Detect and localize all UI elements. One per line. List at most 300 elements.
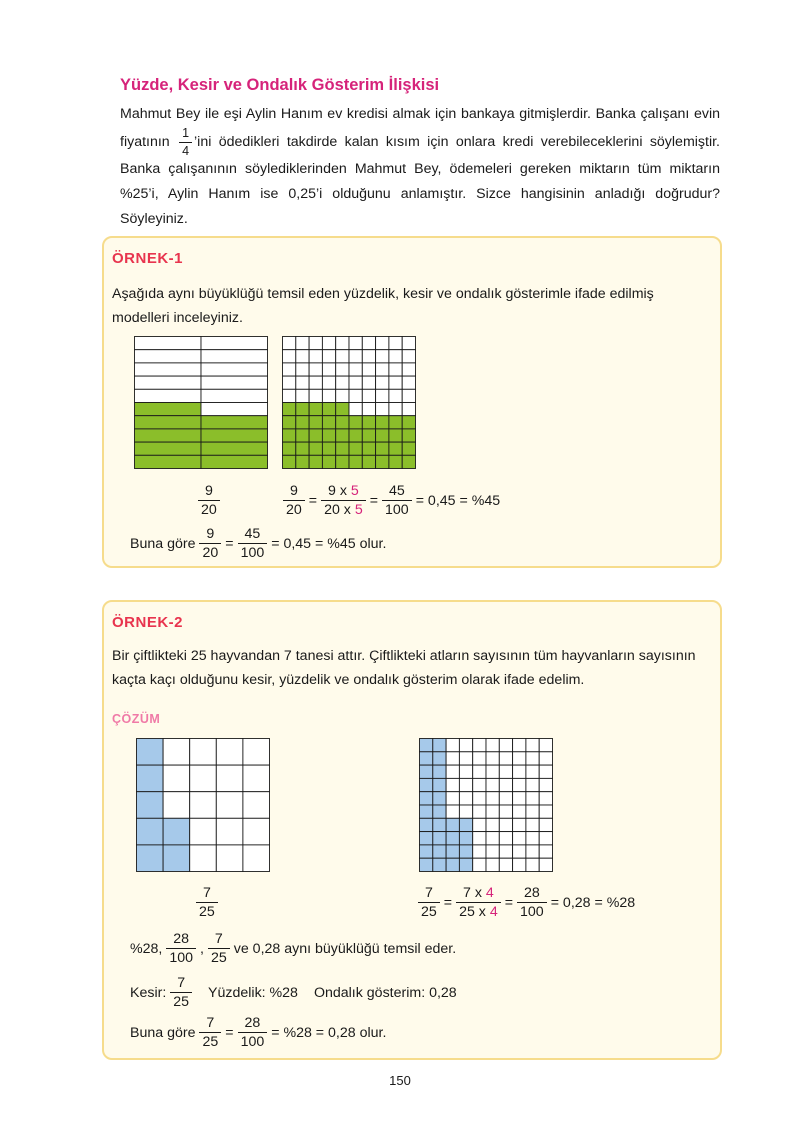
model-28-100-shaded-cell xyxy=(433,845,446,858)
model-28-100-cell xyxy=(513,765,526,778)
model-28-100-cell xyxy=(446,765,459,778)
example-1-left-fraction xyxy=(194,484,224,517)
model-9-of-20-grid xyxy=(134,336,268,469)
model-9-20-cell xyxy=(135,337,202,350)
model-28-100-cell xyxy=(459,765,472,778)
model-28-100-cell xyxy=(539,792,552,805)
model-28-100-cell xyxy=(513,845,526,858)
model-45-100-shaded-cell xyxy=(402,455,415,468)
percent-value: %28, xyxy=(130,940,163,957)
model-9-20-cell xyxy=(201,376,268,389)
model-7-25-cell xyxy=(190,739,217,766)
fraction-numerator: 45 xyxy=(238,527,268,544)
model-28-100-cell xyxy=(526,805,539,818)
model-45-100-cell xyxy=(322,389,335,402)
model-28-100-cell xyxy=(486,792,499,805)
model-9-20-cell xyxy=(201,363,268,376)
fraction-denominator: 25 xyxy=(199,904,215,921)
example-1-calculation xyxy=(279,484,500,517)
model-9-20-shaded-cell xyxy=(135,442,202,455)
equals-sign: = xyxy=(308,492,318,509)
model-45-of-100-grid xyxy=(282,336,416,469)
model-28-100-cell xyxy=(486,752,499,765)
model-28-100-shaded-cell xyxy=(433,765,446,778)
fraction-denominator: 100 xyxy=(240,1034,265,1051)
model-28-100-cell xyxy=(473,778,486,791)
example-2-summary xyxy=(130,976,457,1009)
model-28-100-cell xyxy=(486,858,499,871)
model-45-100-cell xyxy=(322,350,335,363)
model-45-100-cell xyxy=(309,376,322,389)
model-28-of-100-grid xyxy=(419,738,553,872)
conclusion-prefix: Buna göre xyxy=(130,535,196,552)
example-2-heading: ÖRNEK-2 xyxy=(112,614,184,631)
model-7-25-cell xyxy=(216,739,243,766)
model-7-25-shaded-cell xyxy=(163,818,190,845)
model-45-100-cell xyxy=(349,337,362,350)
model-28-100-cell xyxy=(486,765,499,778)
multiplier: 5 xyxy=(350,483,359,499)
model-28-100-shaded-cell xyxy=(420,805,433,818)
model-28-100-shaded-cell xyxy=(459,832,472,845)
model-45-100-shaded-cell xyxy=(309,429,322,442)
conclusion-result: = 0,45 = %45 olur. xyxy=(271,535,387,552)
model-45-100-cell xyxy=(349,363,362,376)
equivalence-text: ve 0,28 aynı büyüklüğü temsil eder. xyxy=(233,940,457,957)
model-45-100-shaded-cell xyxy=(376,416,389,429)
model-45-100-shaded-cell xyxy=(322,442,335,455)
model-45-100-cell xyxy=(296,350,309,363)
model-45-100-cell xyxy=(362,337,375,350)
model-28-100-cell xyxy=(539,805,552,818)
fraction-numerator: 9 xyxy=(199,527,221,544)
model-45-100-cell xyxy=(296,376,309,389)
calculation-result: = 0,28 = %28 xyxy=(550,894,636,911)
example-1-box xyxy=(102,236,722,568)
model-45-100-cell xyxy=(362,376,375,389)
fraction-numerator: 7 xyxy=(170,976,192,993)
numerator-base: 9 x xyxy=(328,483,351,499)
model-28-100-cell xyxy=(539,778,552,791)
fraction-numerator: 28 xyxy=(166,932,196,949)
model-28-100-cell xyxy=(473,858,486,871)
fraction-denominator: 25 xyxy=(173,994,190,1011)
decimal-label: Ondalık gösterim: 0,28 xyxy=(313,984,457,1001)
model-7-25-shaded-cell xyxy=(137,792,164,819)
fraction-denominator: 100 xyxy=(385,502,409,519)
example-1-text: Aşağıda aynı büyüklüğü temsil eden yüzdelik, kesir ve ondalık gösterimle ifade edilmiş modelleri inceleyiniz. xyxy=(112,286,654,326)
model-28-100-shaded-cell xyxy=(433,778,446,791)
model-45-100-shaded-cell xyxy=(349,455,362,468)
model-28-100-cell xyxy=(513,818,526,831)
model-45-100-shaded-cell xyxy=(336,455,349,468)
model-28-100-shaded-cell xyxy=(420,858,433,871)
example-2-equivalence xyxy=(130,932,456,965)
model-45-100-cell xyxy=(349,350,362,363)
model-45-100-cell xyxy=(309,337,322,350)
model-7-25-shaded-cell xyxy=(137,739,164,766)
model-7-25-cell xyxy=(216,792,243,819)
model-9-20-cell xyxy=(201,337,268,350)
fraction-numerator: 28 xyxy=(238,1016,268,1033)
model-45-100-shaded-cell xyxy=(296,455,309,468)
intro-text-2: ’ini ödedikleri takdirde kalan kısım için onlara kredi verebileceklerini söylemiştir. Banka çalışanının söylediklerinden Mahmut Bey, ödemeleri gereken miktarın tüm miktarın %25’i, Aylin Hanım ise 0,25’i olduğunu anlamıştır. Sizce hangisinin anladığı doğrudur? Söyleyiniz. xyxy=(120,133,720,227)
equals-sign: = xyxy=(443,894,453,911)
model-45-100-shaded-cell xyxy=(296,416,309,429)
fraction-denominator: 100 xyxy=(520,904,544,921)
model-28-100-cell xyxy=(539,845,552,858)
fraction xyxy=(199,1016,221,1049)
model-28-100-cell xyxy=(513,752,526,765)
fraction xyxy=(198,484,220,517)
fraction xyxy=(321,484,366,517)
model-9-20-cell xyxy=(201,350,268,363)
model-9-20-shaded-cell xyxy=(135,416,202,429)
model-45-100-cell xyxy=(349,376,362,389)
model-28-100-cell xyxy=(473,845,486,858)
model-45-100-cell xyxy=(349,389,362,402)
model-9-20-cell xyxy=(135,363,202,376)
model-45-100-cell xyxy=(362,363,375,376)
model-45-100-cell xyxy=(283,350,296,363)
model-9-20-shaded-cell xyxy=(201,416,268,429)
model-28-100-shaded-cell xyxy=(459,858,472,871)
conclusion-prefix: Buna göre xyxy=(130,1024,196,1041)
model-45-100-cell xyxy=(389,350,402,363)
model-9-20-shaded-cell xyxy=(135,429,202,442)
model-45-100-shaded-cell xyxy=(283,403,296,416)
model-28-100-cell xyxy=(526,818,539,831)
model-28-100-cell xyxy=(473,818,486,831)
fraction-denominator xyxy=(321,501,366,517)
example-1-conclusion xyxy=(130,527,386,560)
model-45-100-shaded-cell xyxy=(376,429,389,442)
model-28-100-cell xyxy=(539,739,552,752)
model-28-100-shaded-cell xyxy=(420,765,433,778)
fraction-denominator: 25 xyxy=(202,1034,219,1051)
model-28-100-shaded-cell xyxy=(446,832,459,845)
model-45-100-cell xyxy=(296,363,309,376)
fraction-numerator xyxy=(321,484,366,501)
model-7-25-cell xyxy=(243,845,270,872)
example-2-text: Bir çiftlikteki 25 hayvandan 7 tanesi attır. Çiftlikteki atların sayısının tüm hayvanların sayısının kaçta kaçı olduğunu kesir, yüzdelik ve ondalık gösterim olarak ifade edelim. xyxy=(112,648,696,688)
model-45-100-cell xyxy=(362,403,375,416)
example-1-heading: ÖRNEK-1 xyxy=(112,250,184,267)
model-9-20-cell xyxy=(201,389,268,402)
fraction xyxy=(196,886,218,919)
model-45-100-cell xyxy=(376,350,389,363)
model-28-100-cell xyxy=(473,739,486,752)
fraction-denominator: 100 xyxy=(169,950,194,967)
fraction xyxy=(208,932,230,965)
model-28-100-cell xyxy=(539,858,552,871)
model-7-25-cell xyxy=(163,792,190,819)
model-28-100-cell xyxy=(499,818,512,831)
model-45-100-shaded-cell xyxy=(309,455,322,468)
model-45-100-shaded-cell xyxy=(402,442,415,455)
model-9-20-shaded-cell xyxy=(201,455,268,468)
model-45-100-shaded-cell xyxy=(322,455,335,468)
fraction xyxy=(199,527,221,560)
model-7-25-cell xyxy=(243,818,270,845)
model-28-100-shaded-cell xyxy=(420,739,433,752)
model-45-100-shaded-cell xyxy=(336,429,349,442)
model-45-100-shaded-cell xyxy=(362,455,375,468)
model-45-100-cell xyxy=(402,389,415,402)
model-45-100-cell xyxy=(376,403,389,416)
model-7-25-cell xyxy=(216,765,243,792)
model-45-100-shaded-cell xyxy=(296,429,309,442)
model-28-100-cell xyxy=(473,752,486,765)
model-28-100-cell xyxy=(499,832,512,845)
fraction-numerator: 7 xyxy=(199,1016,221,1033)
model-45-100-shaded-cell xyxy=(309,416,322,429)
model-45-100-cell xyxy=(389,389,402,402)
fraction xyxy=(283,484,305,517)
multiplier: 4 xyxy=(489,904,498,921)
model-28-100-cell xyxy=(499,792,512,805)
model-28-100-shaded-cell xyxy=(420,845,433,858)
model-28-100-cell xyxy=(486,845,499,858)
model-28-100-cell xyxy=(459,739,472,752)
model-7-25-shaded-cell xyxy=(137,818,164,845)
model-7-25-cell xyxy=(163,739,190,766)
model-7-25-cell xyxy=(190,845,217,872)
fraction-numerator xyxy=(456,886,501,903)
model-28-100-cell xyxy=(499,845,512,858)
model-28-100-cell xyxy=(539,818,552,831)
model-28-100-cell xyxy=(513,778,526,791)
model-7-25-cell xyxy=(216,818,243,845)
fraction-denominator: 100 xyxy=(240,545,265,562)
model-45-100-cell xyxy=(322,337,335,350)
solution-label: ÇÖZÜM xyxy=(112,712,161,726)
model-45-100-cell xyxy=(296,389,309,402)
fraction-denominator: 25 xyxy=(210,950,227,967)
model-7-25-cell xyxy=(190,792,217,819)
model-45-100-shaded-cell xyxy=(283,455,296,468)
fraction-numerator: 9 xyxy=(283,484,305,501)
model-28-100-shaded-cell xyxy=(420,832,433,845)
model-28-100-cell xyxy=(473,765,486,778)
model-28-100-cell xyxy=(486,778,499,791)
model-45-100-cell xyxy=(309,350,322,363)
model-28-100-cell xyxy=(459,752,472,765)
fraction-numerator: 9 xyxy=(198,484,220,501)
model-28-100-shaded-cell xyxy=(433,818,446,831)
model-28-100-cell xyxy=(513,832,526,845)
fraction xyxy=(238,1016,268,1049)
model-28-100-cell xyxy=(526,845,539,858)
model-45-100-cell xyxy=(309,389,322,402)
model-28-100-shaded-cell xyxy=(446,845,459,858)
fraction-numerator: 7 xyxy=(418,886,440,903)
model-9-20-cell xyxy=(135,350,202,363)
model-45-100-cell xyxy=(309,363,322,376)
model-28-100-shaded-cell xyxy=(446,818,459,831)
fraction xyxy=(517,886,547,919)
model-28-100-cell xyxy=(526,765,539,778)
model-28-100-cell xyxy=(499,858,512,871)
model-45-100-cell xyxy=(283,337,296,350)
model-7-25-cell xyxy=(216,845,243,872)
intro-fraction xyxy=(179,127,192,157)
model-45-100-shaded-cell xyxy=(336,403,349,416)
model-45-100-shaded-cell xyxy=(309,442,322,455)
model-45-100-cell xyxy=(376,363,389,376)
model-45-100-shaded-cell xyxy=(362,442,375,455)
model-7-25-shaded-cell xyxy=(137,845,164,872)
model-45-100-cell xyxy=(402,403,415,416)
model-45-100-cell xyxy=(283,363,296,376)
model-45-100-cell xyxy=(389,337,402,350)
model-28-100-shaded-cell xyxy=(459,818,472,831)
model-45-100-shaded-cell xyxy=(322,416,335,429)
model-45-100-shaded-cell xyxy=(389,442,402,455)
fraction-denominator: 20 xyxy=(202,545,219,562)
model-28-100-cell xyxy=(473,792,486,805)
model-45-100-cell xyxy=(336,389,349,402)
model-45-100-shaded-cell xyxy=(362,416,375,429)
model-45-100-cell xyxy=(376,337,389,350)
model-28-100-shaded-cell xyxy=(433,805,446,818)
model-28-100-cell xyxy=(499,805,512,818)
model-28-100-cell xyxy=(499,778,512,791)
model-45-100-cell xyxy=(336,376,349,389)
model-28-100-cell xyxy=(526,752,539,765)
model-28-100-shaded-cell xyxy=(420,792,433,805)
model-7-25-cell xyxy=(190,818,217,845)
model-7-25-cell xyxy=(243,765,270,792)
model-45-100-shaded-cell xyxy=(389,416,402,429)
model-45-100-cell xyxy=(402,363,415,376)
model-45-100-cell xyxy=(283,376,296,389)
model-28-100-cell xyxy=(459,792,472,805)
example-2-calculation xyxy=(414,886,635,919)
percent-label: Yüzdelik: %28 xyxy=(208,984,298,1001)
equals-sign: = xyxy=(504,894,514,911)
model-7-25-cell xyxy=(163,765,190,792)
model-45-100-shaded-cell xyxy=(296,442,309,455)
example-2-box xyxy=(102,600,722,1060)
model-28-100-cell xyxy=(459,805,472,818)
model-28-100-shaded-cell xyxy=(433,739,446,752)
model-45-100-shaded-cell xyxy=(322,429,335,442)
model-28-100-shaded-cell xyxy=(459,845,472,858)
intro-text-1: Mahmut Bey ile eşi Aylin Hanım ev kredisi almak için bankaya gitmişlerdir. Banka çalışanı evin fiyatının xyxy=(120,106,720,150)
fraction xyxy=(170,976,192,1009)
model-45-100-cell xyxy=(376,376,389,389)
model-45-100-cell xyxy=(336,337,349,350)
model-45-100-cell xyxy=(362,389,375,402)
model-45-100-shaded-cell xyxy=(336,416,349,429)
model-28-100-shaded-cell xyxy=(420,778,433,791)
model-45-100-shaded-cell xyxy=(283,442,296,455)
fraction xyxy=(238,527,268,560)
model-7-25-cell xyxy=(243,739,270,766)
model-28-100-shaded-cell xyxy=(433,858,446,871)
model-9-20-cell xyxy=(201,403,268,416)
fraction xyxy=(418,886,440,919)
model-45-100-shaded-cell xyxy=(349,442,362,455)
fraction-denominator: 20 xyxy=(286,502,302,519)
model-45-100-cell xyxy=(283,389,296,402)
equals-sign: = xyxy=(225,535,234,552)
model-28-100-cell xyxy=(473,832,486,845)
model-28-100-cell xyxy=(446,805,459,818)
model-28-100-cell xyxy=(513,739,526,752)
model-28-100-cell xyxy=(446,752,459,765)
model-45-100-shaded-cell xyxy=(349,429,362,442)
model-28-100-cell xyxy=(499,752,512,765)
model-45-100-cell xyxy=(349,403,362,416)
model-28-100-shaded-cell xyxy=(446,858,459,871)
model-28-100-cell xyxy=(526,858,539,871)
model-45-100-shaded-cell xyxy=(402,416,415,429)
model-28-100-cell xyxy=(526,778,539,791)
fraction-label: Kesir: xyxy=(130,984,167,1001)
denominator-base: 25 x xyxy=(459,904,490,921)
model-28-100-cell xyxy=(539,832,552,845)
model-28-100-cell xyxy=(539,765,552,778)
model-28-100-cell xyxy=(513,792,526,805)
model-28-100-cell xyxy=(526,832,539,845)
fraction-denominator: 4 xyxy=(182,143,190,158)
model-45-100-shaded-cell xyxy=(362,429,375,442)
conclusion-result: = %28 = 0,28 olur. xyxy=(271,1024,387,1041)
model-28-100-cell xyxy=(526,739,539,752)
model-9-20-cell xyxy=(135,376,202,389)
model-28-100-cell xyxy=(486,805,499,818)
model-45-100-cell xyxy=(336,350,349,363)
model-7-25-cell xyxy=(190,765,217,792)
model-7-of-25-grid xyxy=(136,738,270,872)
model-28-100-cell xyxy=(486,818,499,831)
model-45-100-shaded-cell xyxy=(309,403,322,416)
model-28-100-shaded-cell xyxy=(433,752,446,765)
model-28-100-cell xyxy=(539,752,552,765)
model-28-100-cell xyxy=(459,778,472,791)
model-45-100-shaded-cell xyxy=(376,455,389,468)
model-45-100-cell xyxy=(322,363,335,376)
model-28-100-cell xyxy=(473,805,486,818)
fraction-numerator: 1 xyxy=(179,127,192,143)
section-title: Yüzde, Kesir ve Ondalık Gösterim İlişkisi xyxy=(120,76,440,94)
model-45-100-cell xyxy=(376,389,389,402)
fraction-numerator: 28 xyxy=(517,886,547,903)
model-28-100-cell xyxy=(513,805,526,818)
multiplier: 4 xyxy=(485,885,494,901)
model-28-100-shaded-cell xyxy=(420,818,433,831)
fraction-numerator: 45 xyxy=(382,484,412,501)
model-9-20-cell xyxy=(135,389,202,402)
model-9-20-shaded-cell xyxy=(135,455,202,468)
model-45-100-cell xyxy=(296,337,309,350)
model-28-100-cell xyxy=(499,765,512,778)
model-45-100-cell xyxy=(389,376,402,389)
fraction-denominator: 25 xyxy=(421,904,437,921)
model-7-25-shaded-cell xyxy=(137,765,164,792)
fraction-denominator xyxy=(456,903,501,919)
model-9-20-shaded-cell xyxy=(201,429,268,442)
model-28-100-cell xyxy=(446,739,459,752)
calculation-result: = 0,45 = %45 xyxy=(415,492,501,509)
model-28-100-cell xyxy=(513,858,526,871)
multiplier: 5 xyxy=(354,502,363,519)
intro-paragraph xyxy=(120,102,720,232)
equals-sign: = xyxy=(369,492,379,509)
model-45-100-shaded-cell xyxy=(389,429,402,442)
